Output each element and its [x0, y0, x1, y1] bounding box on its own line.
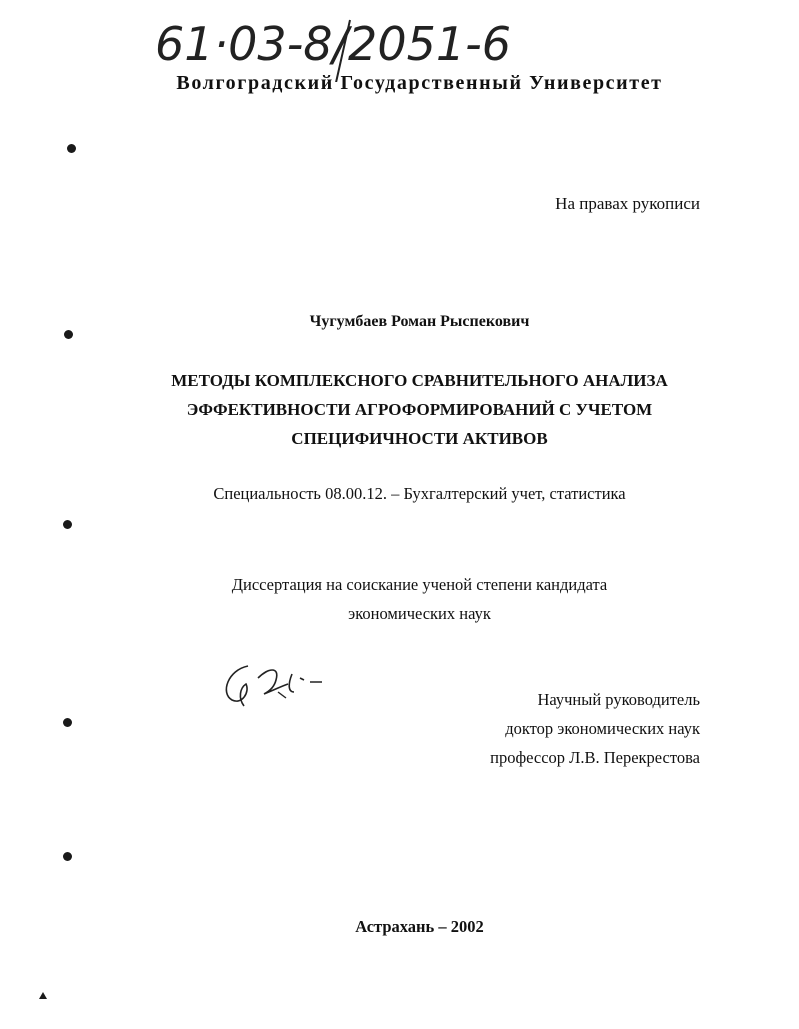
corner-arrow-mark [38, 990, 48, 1000]
specialty-line: Специальность 08.00.12. – Бухгалтерский учет, статистика [213, 484, 626, 503]
handwritten-signature [218, 648, 338, 718]
author-name: Чугумбаев Роман Рыспекович [309, 313, 530, 330]
city-and-year: Астрахань – 2002 [355, 917, 484, 936]
binding-punch-mark [64, 330, 73, 339]
manuscript-rights-note: На правах рукописи [555, 194, 700, 213]
university-name: Волгоградский Государственный Университет [176, 72, 663, 94]
title-line-3: СПЕЦИФИЧНОСТИ АКТИВОВ [291, 429, 548, 448]
dissertation-degree [0, 570, 799, 628]
degree-line-1: Диссертация на соискание ученой степени кандидата [231, 575, 608, 594]
binding-punch-mark [67, 144, 76, 153]
dissertation-title [0, 366, 799, 453]
title-line-1: МЕТОДЫ КОМПЛЕКСНОГО СРАВНИТЕЛЬНОГО АНАЛИЗА [171, 371, 668, 390]
supervisor-role: Научный руководитель [537, 690, 700, 709]
binding-punch-mark [63, 852, 72, 861]
binding-punch-mark [63, 718, 72, 727]
scientific-supervisor [490, 685, 700, 772]
title-line-2: ЭФФЕКТИВНОСТИ АГРОФОРМИРОВАНИЙ С УЧЕТОМ [186, 400, 653, 419]
binding-punch-mark [63, 520, 72, 529]
supervisor-degree: доктор экономических наук [505, 719, 700, 738]
supervisor-name: профессор Л.В. Перекрестова [490, 748, 700, 767]
archive-code-text: 61·03-8/2051-6 [155, 17, 511, 71]
degree-line-2: экономических наук [348, 604, 491, 623]
